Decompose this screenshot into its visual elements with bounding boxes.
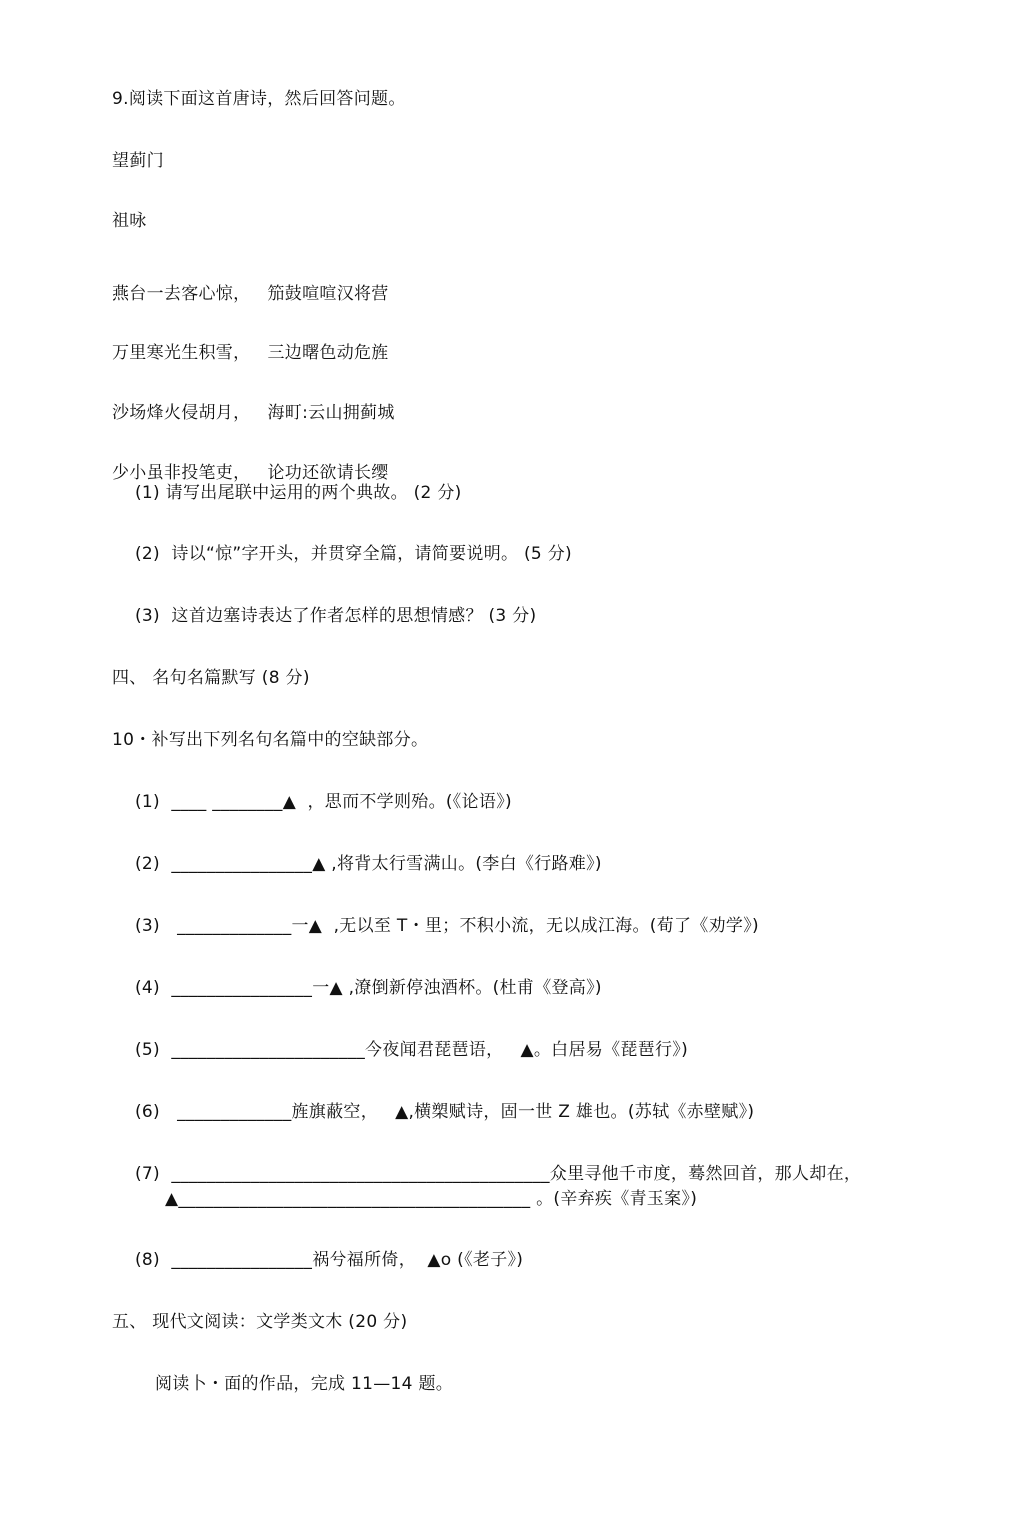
fill-blank-item-7-continued: ▲________________________________________ 。(辛弃疾《青玉案》) (165, 1189, 698, 1209)
q10-header: 10・补写出下列名句名篇中的空缺部分。 (112, 730, 429, 750)
q9-sub-question-2: (2) 诗以“惊”字开头，并贯穿全篇，请简要说明。 (5 分) (135, 544, 572, 564)
q9-sub-question-1: (1) 请写出尾联中运用的两个典故。 (2 分) (135, 483, 462, 503)
fill-blank-item-7: (7) ___________________________________________众里寻他千市度，蓦然回首，那人却在， (135, 1164, 862, 1184)
section-4-header: 四、 名句名篇默写 (8 分) (112, 668, 310, 688)
fill-blank-item-2: (2) ________________▲ ,将背太行雪满山。(李白《行路难》) (135, 854, 602, 874)
section-5-intro: 阅读卜・面的作品，完成 11—14 题。 (155, 1374, 454, 1394)
poem-line-2: 万里寒光生积雪， 三边曙色动危旌 (112, 343, 389, 363)
q9-header: 9.阅读下面这首唐诗，然后回答问题。 (112, 89, 406, 109)
poem-author: 祖咏 (112, 211, 147, 231)
q9-sub-question-3: (3) 这首边塞诗表达了作者怎样的思想情感？ (3 分) (135, 606, 537, 626)
poem-title: 望蓟门 (112, 151, 164, 171)
fill-blank-item-4: (4) ________________一▲ ,潦倒新停浊酒杯。(杜甫《登高》) (135, 978, 602, 998)
fill-blank-item-1: (1) ____ ________▲ ，思而不学则殆。(《论语》) (135, 792, 512, 812)
fill-blank-item-5: (5) ______________________今夜闻君琵琶语， ▲。白居易《琵琶行》) (135, 1040, 689, 1060)
poem-line-4: 少小虽非投笔吏， 论功还欲请长缨 (112, 463, 389, 483)
fill-blank-item-8: (8) ________________祸兮福所倚， ▲o (《老子》) (135, 1250, 524, 1270)
poem-line-3: 沙场烽火侵胡月， 海町:云山拥蓟城 (112, 403, 395, 423)
poem-line-1: 燕台一去客心惊， 笳鼓喧喧汉将营 (112, 284, 389, 304)
fill-blank-item-3: (3) _____________一▲ ,无以至 T・里；不积小流，无以成江海。(荀了《劝学》) (135, 916, 759, 936)
fill-blank-item-6: (6) _____________旌旗蔽空， ▲,横槊赋诗，固一世 Z 雄也。(苏轼《赤壁赋》) (135, 1102, 755, 1122)
section-5-header: 五、 现代文阅读：文学类文木 (20 分) (112, 1312, 408, 1332)
